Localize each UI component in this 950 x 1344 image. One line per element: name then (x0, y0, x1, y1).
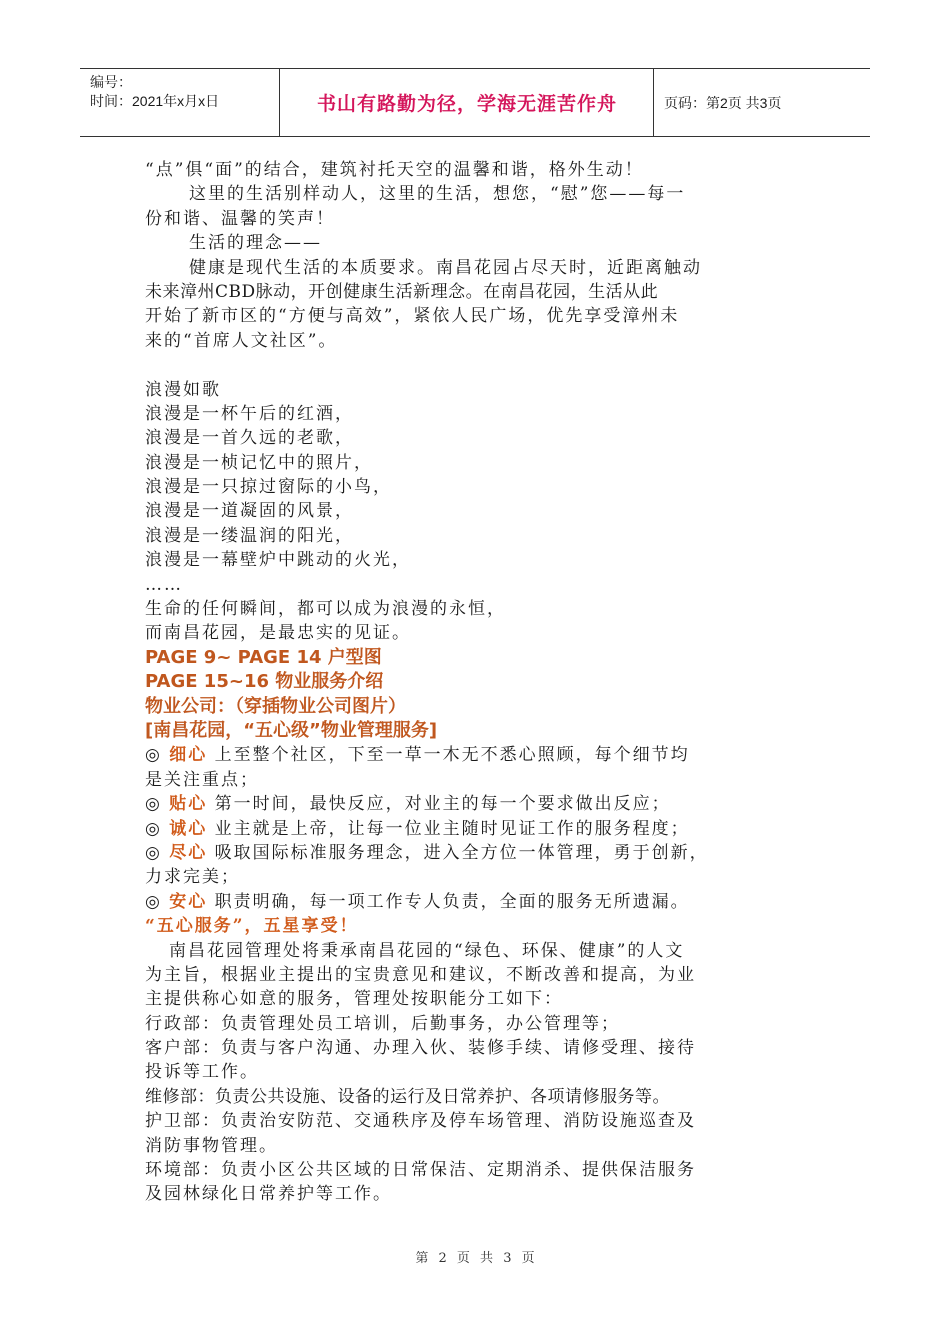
service-text: 业主就是上帝，让每一位业主随时见证工作的服务程度； (207, 818, 690, 839)
document-body (145, 158, 815, 1207)
service-text: 第一时间，最快反应，对业主的每一个要求做出反应； (207, 794, 671, 815)
department-line: 维修部：负责公共设施、设备的运行及日常养护、各项请修服务等。 (145, 1086, 670, 1107)
service-item-cont: 力求完美； (145, 867, 240, 888)
service-name: 尽心 (169, 842, 208, 863)
body-line: “点”俱“面”的结合，建筑衬托天空的温馨和谐，格外生动！ (145, 160, 644, 180)
service-name: 贴心 (169, 794, 208, 815)
header-motto: 书山有路勤为径，学海无涯苦作舟 (281, 69, 654, 136)
poem-line: 生命的任何瞬间，都可以成为浪漫的永恒， (145, 599, 506, 620)
department-line: 消防事物管理。 (145, 1135, 278, 1156)
poem-line: …… (145, 574, 183, 595)
body-line: 这里的生活别样动人，这里的生活，想您，“慰”您——每一 (189, 184, 686, 205)
poem-line: 浪漫是一幕壁炉中跳动的火光， (145, 550, 411, 571)
service-item-cont: 是关注重点； (145, 769, 259, 790)
number-label: 编号： (90, 74, 132, 90)
bullet-icon: ◎ (145, 842, 162, 863)
section-heading-floorplan: PAGE 9~ PAGE 14 户型图 (145, 646, 382, 668)
management-line: 为主旨，根据业主提出的宝贵意见和建议，不断改善和提高，为业 (145, 964, 696, 985)
poem-line: 浪漫是一只掠过窗际的小鸟， (145, 477, 392, 498)
department-line: 投诉等工作。 (145, 1062, 259, 1083)
header-page-label: 页码：第2页 共3页 (664, 94, 782, 111)
section-heading-five-heart: [南昌花园，“五心级”物业管理服务] (145, 719, 438, 741)
body-line: 来的“首席人文社区”。 (145, 330, 338, 351)
service-name: 细心 (169, 745, 208, 766)
header-meta-cell (80, 69, 280, 136)
department-line: 客户部：负责与客户沟通、办理入伙、装修手续、请修受理、接待 (145, 1038, 696, 1059)
service-name: 安心 (169, 891, 208, 912)
time-label: 时间：2021年x月x日 (90, 93, 220, 109)
poem-line: 浪漫是一缕温润的阳光， (145, 525, 354, 546)
service-name: 诚心 (169, 818, 208, 839)
bullet-icon: ◎ (145, 891, 162, 912)
service-text: 职责明确，每一项工作专人负责，全面的服务无所遗漏。 (207, 891, 690, 912)
management-line: 主提供称心如意的服务，管理处按职能分工如下： (145, 989, 563, 1010)
body-line: 未来漳州CBD脉动，开创健康生活新理念。在南昌花园，生活从此 (145, 281, 659, 302)
poem-line: 浪漫是一桢记忆中的照片， (145, 452, 373, 473)
department-line: 及园林绿化日常养护等工作。 (145, 1184, 392, 1205)
poem-title: 浪漫如歌 (145, 379, 221, 400)
department-line: 行政部：负责管理处员工培训，后勤事务，办公管理等； (145, 1013, 620, 1034)
bullet-icon: ◎ (145, 794, 162, 815)
service-item (145, 792, 815, 816)
service-text: 吸取国际标准服务理念，进入全方位一体管理，勇于创新， (207, 842, 709, 863)
page-footer: 第 2 页 共 3 页 (415, 1251, 535, 1266)
poem-line: 浪漫是一杯午后的红酒， (145, 403, 354, 424)
service-item (145, 890, 815, 914)
poem-line: 浪漫是一道凝固的风景， (145, 501, 354, 522)
body-line: 份和谐、温馨的笑声！ (145, 208, 335, 229)
section-heading-service: PAGE 15~16 物业服务介绍 (145, 671, 384, 693)
section-heading-company: 物业公司：（穿插物业公司图片） (145, 695, 406, 717)
service-text: 上至整个社区，下至一草一木无不悉心照顾，每个细节均 (207, 745, 690, 766)
body-line: 健康是现代生活的本质要求。南昌花园占尽天时，近距离触动 (189, 257, 702, 278)
department-line: 护卫部：负责治安防范、交通秩序及停车场管理、消防设施巡查及 (145, 1111, 696, 1132)
bullet-icon: ◎ (145, 745, 162, 766)
document-header (80, 68, 870, 137)
slogan: “五心服务”，五星享受！ (145, 916, 359, 937)
poem-line: 浪漫是一首久远的老歌， (145, 428, 354, 449)
department-line: 环境部：负责小区公共区域的日常保洁、定期消杀、提供保洁服务 (145, 1160, 696, 1181)
service-item (145, 841, 815, 865)
body-line: 开始了新市区的“方便与高效”，紧依人民广场，优先享受漳州未 (145, 306, 680, 327)
service-item (145, 817, 815, 841)
bullet-icon: ◎ (145, 818, 162, 839)
poem-line: 而南昌花园，是最忠实的见证。 (145, 623, 411, 644)
service-item (145, 743, 815, 767)
management-line: 南昌花园管理处将秉承南昌花园的“绿色、环保、健康”的人文 (169, 940, 685, 961)
body-line: 生活的理念—— (189, 233, 322, 254)
